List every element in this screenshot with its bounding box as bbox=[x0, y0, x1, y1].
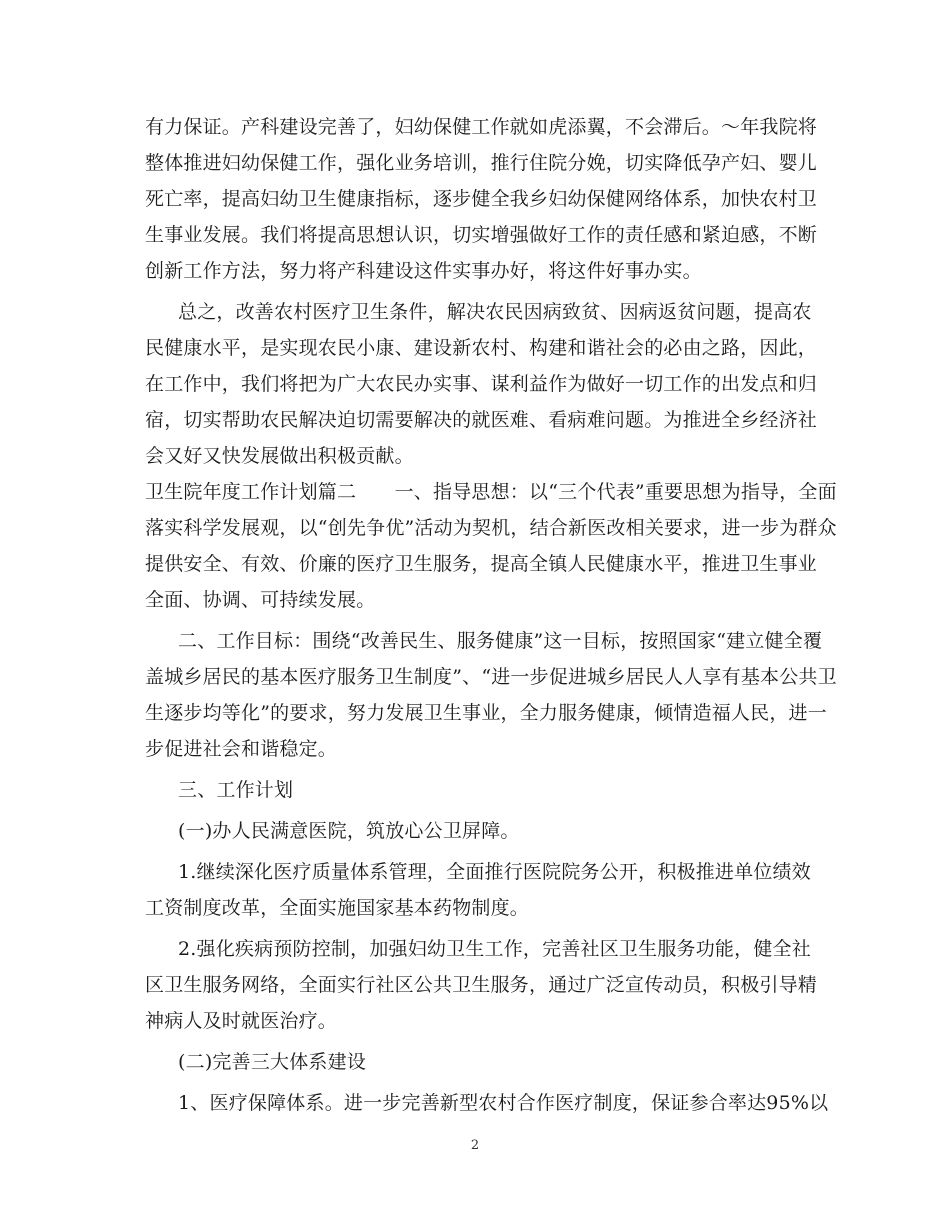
text-line: 提供安全、有效、价廉的医疗卫生服务，提高全镇人民健康水平，推进卫生事业 bbox=[145, 553, 818, 575]
text-line: 生事业发展。我们将提高思想认识，切实增强做好工作的责任感和紧迫感，不断 bbox=[145, 224, 818, 246]
page-number: 2 bbox=[470, 1138, 480, 1153]
text-line: 2.强化疾病预防控制，加强妇幼卫生工作，完善社区卫生服务功能，健全社 bbox=[178, 938, 811, 960]
text-line: 创新工作方法，努力将产科建设这件实事办好，将这件好事办实。 bbox=[145, 260, 702, 282]
text-line: 民健康水平，是实现农民小康、建设新农村、构建和谐社会的必由之路，因此， bbox=[145, 337, 818, 359]
text-line: 1、医疗保障体系。进一步完善新型农村合作医疗制度，保证参合率达95%以 bbox=[178, 1092, 829, 1114]
text-line: 神病人及时就医治疗。 bbox=[145, 1010, 338, 1032]
text-line: 宿，切实帮助农民解决迫切需要解决的就医难、看病难问题。为推进全乡经济社 bbox=[145, 409, 818, 431]
text-line: 死亡率，提高妇幼卫生健康指标，逐步健全我乡妇幼保健网络体系，加快农村卫 bbox=[145, 188, 818, 210]
text-line: (二)完善三大体系建设 bbox=[178, 1051, 367, 1073]
text-line: 1.继续深化医疗质量体系管理，全面推行医院院务公开，积极推进单位绩效 bbox=[178, 861, 811, 883]
text-line: 整体推进妇幼保健工作，强化业务培训，推行住院分娩，切实降低孕产妇、婴儿 bbox=[145, 152, 818, 174]
text-line: 盖城乡居民的基本医疗服务卫生制度”、“进一步促进城乡居民人人享有基本公共卫 bbox=[145, 666, 837, 688]
text-line: 在工作中，我们将把为广大农民办实事、谋利益作为做好一切工作的出发点和归 bbox=[145, 373, 818, 395]
text-line: 区卫生服务网络，全面实行社区公共卫生服务，通过广泛宣传动员，积极引导精 bbox=[145, 974, 818, 996]
text-line: 二、工作目标：围绕“改善民生、服务健康”这一目标，按照国家“建立健全覆 bbox=[178, 630, 823, 652]
text-line: 落实科学发展观，以“创先争优”活动为契机，结合新医改相关要求，进一步为群众 bbox=[145, 517, 837, 539]
text-line: 工资制度改革，全面实施国家基本药物制度。 bbox=[145, 897, 530, 919]
text-line: 步促进社会和谐稳定。 bbox=[145, 738, 338, 760]
text-line: 全面、协调、可持续发展。 bbox=[145, 589, 376, 611]
text-line: 生逐步均等化”的要求，努力发展卫生事业，全力服务健康，倾情造福人民，进一 bbox=[145, 702, 827, 724]
text-line: 有力保证。产科建设完善了，妇幼保健工作就如虎添翼，不会滞后。～年我院将 bbox=[145, 116, 818, 138]
text-line: 三、工作计划 bbox=[178, 779, 294, 801]
text-line: 总之，改善农村医疗卫生条件，解决农民因病致贫、因病返贫问题，提高农 bbox=[178, 301, 812, 323]
text-line: (一)办人民满意医院，筑放心公卫屏障。 bbox=[178, 820, 520, 842]
text-line: 会又好又快发展做出积极贡献。 bbox=[145, 445, 414, 467]
section-heading-line: 卫生院年度工作计划篇二 一、指导思想：以“三个代表”重要思想为指导，全面 bbox=[145, 481, 837, 503]
